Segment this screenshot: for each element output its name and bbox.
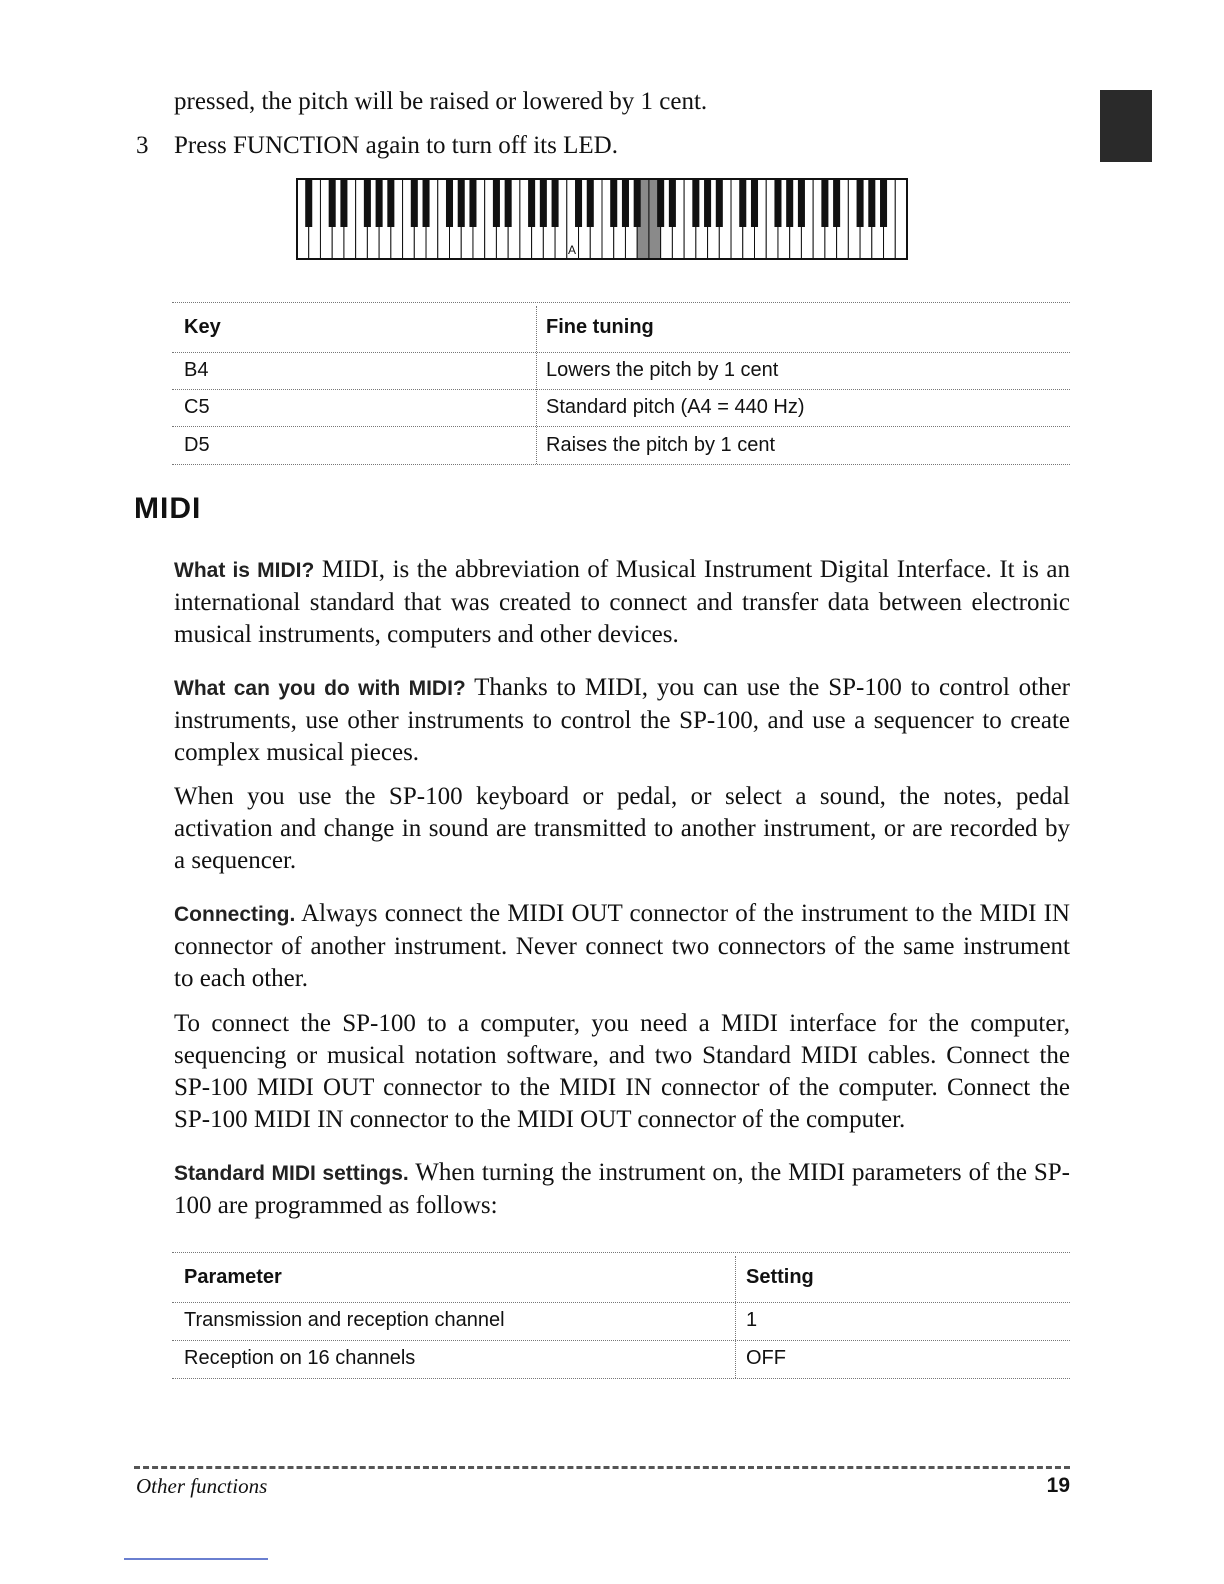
black-key [634, 179, 641, 227]
black-key [540, 179, 547, 227]
paragraph-what-is-midi [174, 554, 1070, 651]
step-number: 3 [136, 132, 149, 159]
header-setting: Setting [746, 1266, 814, 1288]
black-key [880, 179, 887, 227]
paragraph-transmission [174, 781, 1070, 877]
table-row [172, 352, 1070, 390]
black-key [552, 179, 559, 227]
continued-text: pressed, the pitch will be raised or lowered by 1 cent. [174, 88, 708, 115]
black-key [469, 179, 476, 227]
black-key [739, 179, 746, 227]
black-key [610, 179, 617, 227]
run-in-heading: What can you do with MIDI? [174, 677, 466, 700]
header-key: Key [184, 316, 221, 338]
footer-title: Other functions [136, 1474, 268, 1498]
fine-tuning-cell: Lowers the pitch by 1 cent [546, 359, 779, 381]
black-key [774, 179, 781, 227]
paragraph-text: To connect the SP-100 to a computer, you need a MIDI interface for the computer, sequencing or musical notation software, and two Standard MIDI cables. Connect the SP-100 MIDI OUT connector to the MIDI IN connector of the computer. Connect the SP-100 MIDI IN connector to the MIDI OUT connector of the computer. [174, 1010, 1070, 1133]
header-parameter: Parameter [184, 1266, 282, 1288]
table-row [172, 1340, 1070, 1379]
paragraph-text: When you use the SP-100 keyboard or pedal, or select a sound, the notes, pedal activation and change in sound are transmitted to another instrument, or are recorded by a sequencer. [174, 783, 1070, 874]
black-key [622, 179, 629, 227]
black-key [446, 179, 453, 227]
midi-settings-table [172, 1252, 1070, 1378]
paragraph-text: When turning the instrument on, the MIDI parameters of the SP-100 are programmed as follows: [174, 1159, 1070, 1219]
key-cell: B4 [184, 359, 209, 381]
bottom-mark [124, 1558, 268, 1560]
black-key [329, 179, 336, 227]
run-in-heading: What is MIDI? [174, 559, 315, 582]
chapter-thumb-tab [1100, 90, 1152, 162]
black-key [305, 179, 312, 227]
parameter-cell: Reception on 16 channels [184, 1347, 416, 1369]
black-key [364, 179, 371, 227]
black-key [657, 179, 664, 227]
black-key [340, 179, 347, 227]
black-key [821, 179, 828, 227]
header-fine-tuning: Fine tuning [546, 316, 654, 338]
black-key [376, 179, 383, 227]
page-number: 19 [1046, 1474, 1070, 1497]
setting-cell: OFF [746, 1347, 786, 1369]
setting-cell: 1 [746, 1309, 758, 1331]
fine-tuning-cell: Standard pitch (A4 = 440 Hz) [546, 396, 805, 418]
paragraph-connecting [174, 898, 1070, 995]
black-key [387, 179, 394, 227]
paragraph-text: MIDI, is the abbreviation of Musical Instrument Digital Interface. It is an international standard that was created to connect and transfer data between electronic musical instruments, computers and other devices. [174, 556, 1070, 648]
paragraph-what-can-you-do [174, 672, 1070, 769]
fine-tuning-cell: Raises the pitch by 1 cent [546, 434, 776, 456]
black-key [505, 179, 512, 227]
table-header-row [172, 1252, 1070, 1303]
black-key [458, 179, 465, 227]
key-cell: C5 [184, 396, 210, 418]
table-row [172, 426, 1070, 465]
table-row [172, 389, 1070, 427]
black-key [833, 179, 840, 227]
black-key [798, 179, 805, 227]
black-key [493, 179, 500, 227]
section-heading: MIDI [134, 492, 202, 525]
black-key [411, 179, 418, 227]
black-key [669, 179, 676, 227]
run-in-heading: Connecting. [174, 903, 296, 926]
parameter-cell: Transmission and reception channel [184, 1309, 505, 1331]
paragraph-text: Thanks to MIDI, you can use the SP-100 to control other instruments, use other instruments to control the SP-100, and use a sequencer to create complex musical pieces. [174, 674, 1070, 766]
paragraph-standard-settings [174, 1157, 1070, 1222]
black-key [857, 179, 864, 227]
black-key [868, 179, 875, 227]
keyboard-illustration [296, 178, 908, 260]
step-text: Press FUNCTION again to turn off its LED. [174, 132, 618, 159]
black-key [575, 179, 582, 227]
paragraph-text: Always connect the MIDI OUT connector of the instrument to the MIDI IN connector of another instrument. Never connect two connectors of the same instrument to each other. [174, 900, 1070, 992]
black-key [704, 179, 711, 227]
black-key [528, 179, 535, 227]
paragraph-computer-connection [174, 1008, 1070, 1136]
key-cell: D5 [184, 434, 210, 456]
black-key [423, 179, 430, 227]
white-key [895, 179, 907, 259]
black-key [692, 179, 699, 227]
black-key [716, 179, 723, 227]
table-header-row [172, 302, 1070, 353]
a4-marker-label: A [568, 243, 577, 257]
black-key [786, 179, 793, 227]
table-row [172, 1302, 1070, 1341]
black-key [587, 179, 594, 227]
fine-tuning-table [172, 302, 1070, 464]
run-in-heading: Standard MIDI settings. [174, 1162, 409, 1185]
black-key [751, 179, 758, 227]
footer-rule [134, 1466, 1070, 1469]
